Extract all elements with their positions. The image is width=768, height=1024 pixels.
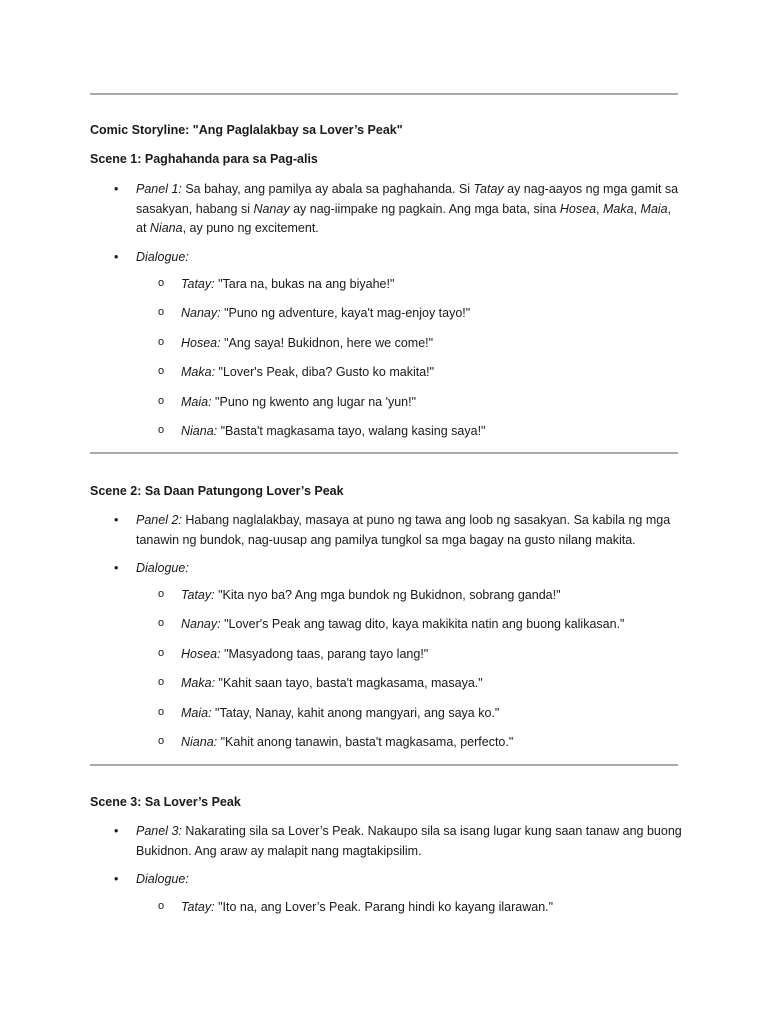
scene-3-dialogue-bullet xyxy=(114,870,684,890)
dialogue-item: o Hosea: "Ang saya! Bukidnon, here we come!" xyxy=(158,336,434,350)
dialogue-item: o Niana: "Kahit anong tanawin, basta't magkasama, perfecto." xyxy=(158,735,514,749)
scene-3-heading: Scene 3: Sa Lover’s Peak xyxy=(90,795,241,809)
scene-3-panel-text: Panel 3: Nakarating sila sa Lover’s Peak. Nakaupo sila sa isang lugar kung saan tanaw ang buong Bukidnon. Ang araw ay malapit nang magtakipsilim. xyxy=(136,824,682,858)
scene-2-dialogue-bullet xyxy=(114,559,684,579)
top-divider xyxy=(90,93,678,95)
bullet-icon: • xyxy=(114,561,119,575)
dialogue-item: o Tatay: "Ito na, ang Lover’s Peak. Parang hindi ko kayang ilarawan." xyxy=(158,900,554,914)
dialogue-item: o Maka: "Lover's Peak, diba? Gusto ko makita!" xyxy=(158,365,435,379)
dialogue-item: o Maka: "Kahit saan tayo, basta't magkasama, masaya." xyxy=(158,676,483,690)
circle-bullet-icon: o xyxy=(158,277,165,289)
dialogue-item: o Niana: "Basta't magkasama tayo, walang kasing saya!" xyxy=(158,424,486,438)
scene-divider xyxy=(90,452,678,454)
circle-bullet-icon: o xyxy=(158,588,165,600)
circle-bullet-icon: o xyxy=(158,336,165,348)
dialogue-item: o Maia: "Tatay, Nanay, kahit anong mangyari, ang saya ko." xyxy=(158,706,500,720)
scene-1-panel-bullet xyxy=(114,180,684,239)
circle-bullet-icon: o xyxy=(158,617,165,629)
circle-bullet-icon: o xyxy=(158,365,165,377)
circle-bullet-icon: o xyxy=(158,676,165,688)
dialogue-label: Dialogue: xyxy=(136,561,189,575)
bullet-icon: • xyxy=(114,513,119,527)
scene-1-heading: Scene 1: Paghahanda para sa Pag-alis xyxy=(90,152,318,166)
scene-2-panel-bullet xyxy=(114,511,684,550)
dialogue-item: o Nanay: "Lover's Peak ang tawag dito, kaya makikita natin ang buong kalikasan." xyxy=(158,617,625,631)
scene-2-panel-text: Panel 2: Habang naglalakbay, masaya at puno ng tawa ang loob ng sasakyan. Sa kabila ng mga tanawin ng bundok, nag-uusap ang pamilya tungkol sa mga bagay na gusto nilang makita. xyxy=(136,513,671,547)
circle-bullet-icon: o xyxy=(158,900,165,912)
dialogue-item: o Tatay: "Tara na, bukas na ang biyahe!" xyxy=(158,277,395,291)
dialogue-item: o Tatay: "Kita nyo ba? Ang mga bundok ng Bukidnon, sobrang ganda!" xyxy=(158,588,561,602)
dialogue-item: o Hosea: "Masyadong taas, parang tayo lang!" xyxy=(158,647,429,661)
dialogue-item: o Nanay: "Puno ng adventure, kaya't mag-enjoy tayo!" xyxy=(158,306,471,320)
scene-1-panel-text: Panel 1: Sa bahay, ang pamilya ay abala sa paghahanda. Si Tatay ay nag-aayos ng mga gamit sa sasakyan, habang si Nanay ay nag-iimpake ng pagkain. Ang mga bata, sina Hosea, Maka, Maia, at Niana, ay puno ng excitement. xyxy=(136,182,679,235)
circle-bullet-icon: o xyxy=(158,395,165,407)
scene-1-dialogue-bullet xyxy=(114,248,684,268)
circle-bullet-icon: o xyxy=(158,735,165,747)
dialogue-label: Dialogue: xyxy=(136,250,189,264)
bullet-icon: • xyxy=(114,872,119,886)
dialogue-label: Dialogue: xyxy=(136,872,189,886)
scene-divider xyxy=(90,764,678,766)
circle-bullet-icon: o xyxy=(158,647,165,659)
circle-bullet-icon: o xyxy=(158,424,165,436)
document-title: Comic Storyline: "Ang Paglalakbay sa Lover’s Peak" xyxy=(90,123,403,137)
bullet-icon: • xyxy=(114,250,119,264)
circle-bullet-icon: o xyxy=(158,706,165,718)
dialogue-item: o Maia: "Puno ng kwento ang lugar na 'yun!" xyxy=(158,395,417,409)
circle-bullet-icon: o xyxy=(158,306,165,318)
bullet-icon: • xyxy=(114,824,119,838)
scene-2-heading: Scene 2: Sa Daan Patungong Lover’s Peak xyxy=(90,484,344,498)
bullet-icon: • xyxy=(114,182,119,196)
scene-3-panel-bullet xyxy=(114,822,684,861)
